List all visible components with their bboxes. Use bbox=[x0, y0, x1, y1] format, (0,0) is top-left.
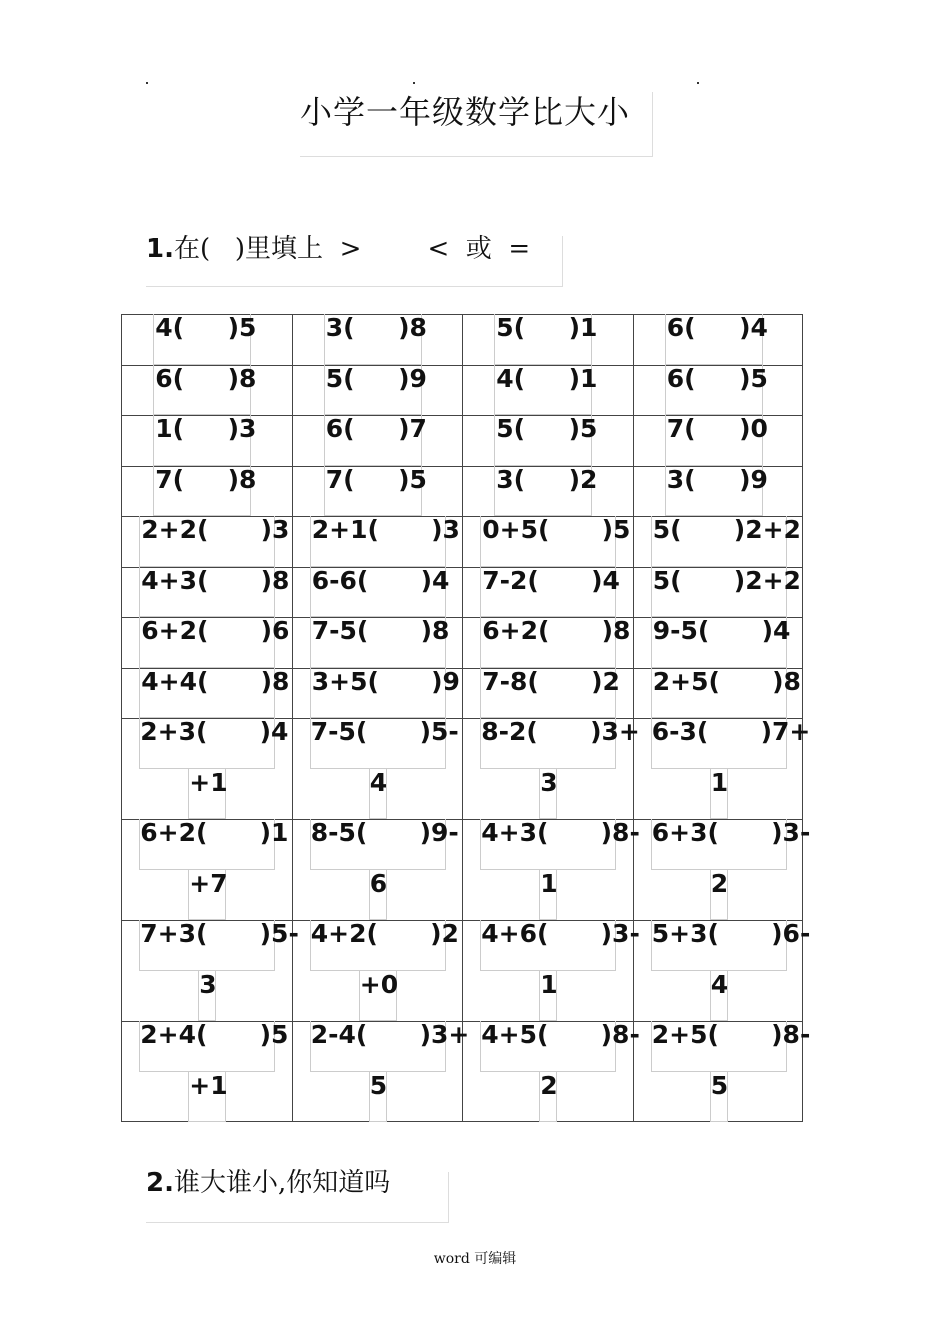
comparison-expression: 4+3( )8 bbox=[141, 565, 290, 595]
comparison-expression: 7-2( )4 bbox=[482, 565, 620, 595]
comparison-expression: 5+3( )6- bbox=[651, 919, 811, 948]
comparison-expression: 3( )2 bbox=[496, 464, 598, 494]
comparison-expression: 7( )0 bbox=[666, 414, 768, 443]
margin-dot bbox=[146, 82, 148, 84]
table-column-line bbox=[121, 314, 122, 1122]
section-1-text: 在( )里填上 > < 或 = bbox=[173, 234, 531, 264]
expression-continuation: 3 bbox=[199, 969, 217, 999]
comparison-expression: 4( )1 bbox=[496, 363, 598, 393]
comparison-expression: 2+5( )8 bbox=[652, 666, 801, 696]
table-column-line bbox=[462, 314, 463, 1122]
expression-continuation: 2 bbox=[540, 1070, 558, 1100]
comparison-expression: 7( )5 bbox=[325, 464, 427, 494]
expression-continuation: 5 bbox=[369, 1070, 388, 1100]
comparison-expression: 6( )7 bbox=[325, 414, 427, 443]
comparison-expression: 5( )9 bbox=[325, 363, 427, 393]
expression-continuation: 1 bbox=[710, 767, 729, 797]
section-1-heading bbox=[146, 232, 530, 266]
comparison-expression: 1( )3 bbox=[155, 414, 257, 443]
expression-continuation: 5 bbox=[710, 1070, 729, 1100]
comparison-expression: 2+2( )3 bbox=[141, 515, 290, 544]
comparison-expression: 7( )8 bbox=[155, 464, 257, 494]
comparison-expression: 6+2( )8 bbox=[482, 616, 631, 645]
comparison-expression: 2+1( )3 bbox=[311, 515, 460, 544]
comparison-expression: 3+5( )9 bbox=[311, 666, 460, 696]
comparison-expression: 6( )8 bbox=[155, 363, 257, 393]
comparison-expression: 6+2( )6 bbox=[141, 616, 290, 645]
comparison-expression: 4+6( )3- bbox=[481, 919, 640, 948]
comparison-expression: 6+2( )1 bbox=[140, 818, 289, 847]
section-1-number: 1. bbox=[146, 234, 174, 264]
comparison-expression: 6+3( )3- bbox=[651, 818, 811, 847]
section-2-text: 谁大谁小,你知道吗 bbox=[173, 1168, 391, 1198]
comparison-expression: 6( )4 bbox=[666, 313, 768, 342]
comparison-expression: 3( )9 bbox=[666, 464, 768, 494]
comparison-expression: 4+5( )8- bbox=[481, 1020, 640, 1049]
expression-continuation: 6 bbox=[369, 868, 388, 898]
section-2-number: 2. bbox=[146, 1168, 174, 1198]
section-2-heading bbox=[146, 1166, 390, 1200]
comparison-expression: 4+4( )8 bbox=[141, 666, 290, 696]
comparison-expression: 5( )5 bbox=[496, 414, 598, 443]
comparison-expression: 7+3( )5- bbox=[140, 919, 299, 948]
expression-continuation: 1 bbox=[540, 969, 558, 999]
comparison-expression: 5( )1 bbox=[496, 313, 598, 342]
expression-continuation: 4 bbox=[369, 767, 388, 797]
comparison-expression: 6-6( )4 bbox=[311, 565, 450, 595]
expression-continuation: 1 bbox=[540, 868, 558, 898]
comparison-expression: 3( )8 bbox=[325, 313, 427, 342]
comparison-expression: 0+5( )5 bbox=[482, 515, 631, 544]
page-title: 小学一年级数学比大小 bbox=[300, 93, 631, 131]
comparison-table bbox=[121, 313, 811, 1122]
comparison-expression: 4( )5 bbox=[155, 313, 257, 342]
comparison-expression: 8-2( )3+ bbox=[481, 717, 640, 746]
comparison-expression: 2+5( )8- bbox=[651, 1020, 811, 1049]
footer-note: word 可编辑 bbox=[433, 1251, 517, 1267]
comparison-expression: 8-5( )9- bbox=[310, 818, 459, 847]
expression-continuation: +1 bbox=[189, 767, 228, 797]
table-column-line bbox=[292, 314, 293, 1122]
comparison-expression: 2+4( )5 bbox=[140, 1020, 289, 1049]
comparison-expression: 2+3( )4 bbox=[140, 717, 289, 746]
expression-continuation: +1 bbox=[189, 1070, 228, 1100]
expression-continuation: 4 bbox=[710, 969, 729, 999]
comparison-expression: 5( )2+2 bbox=[652, 565, 801, 595]
comparison-expression: 2-4( )3+ bbox=[310, 1020, 470, 1049]
comparison-expression: 5( )2+2 bbox=[652, 515, 801, 544]
expression-continuation: +0 bbox=[359, 969, 399, 999]
comparison-expression: 9-5( )4 bbox=[652, 616, 791, 645]
margin-dot bbox=[697, 82, 699, 84]
expression-continuation: 2 bbox=[710, 868, 729, 898]
comparison-expression: 7-5( )8 bbox=[311, 616, 450, 645]
comparison-expression: 4+2( )2 bbox=[310, 919, 459, 948]
margin-dot bbox=[413, 82, 415, 84]
expression-continuation: +7 bbox=[189, 868, 228, 898]
expression-continuation: 3 bbox=[540, 767, 558, 797]
comparison-expression: 4+3( )8- bbox=[481, 818, 640, 847]
comparison-expression: 7-5( )5- bbox=[310, 717, 459, 746]
comparison-expression: 6( )5 bbox=[666, 363, 768, 393]
comparison-expression: 6-3( )7+ bbox=[651, 717, 811, 746]
comparison-expression: 7-8( )2 bbox=[482, 666, 620, 696]
